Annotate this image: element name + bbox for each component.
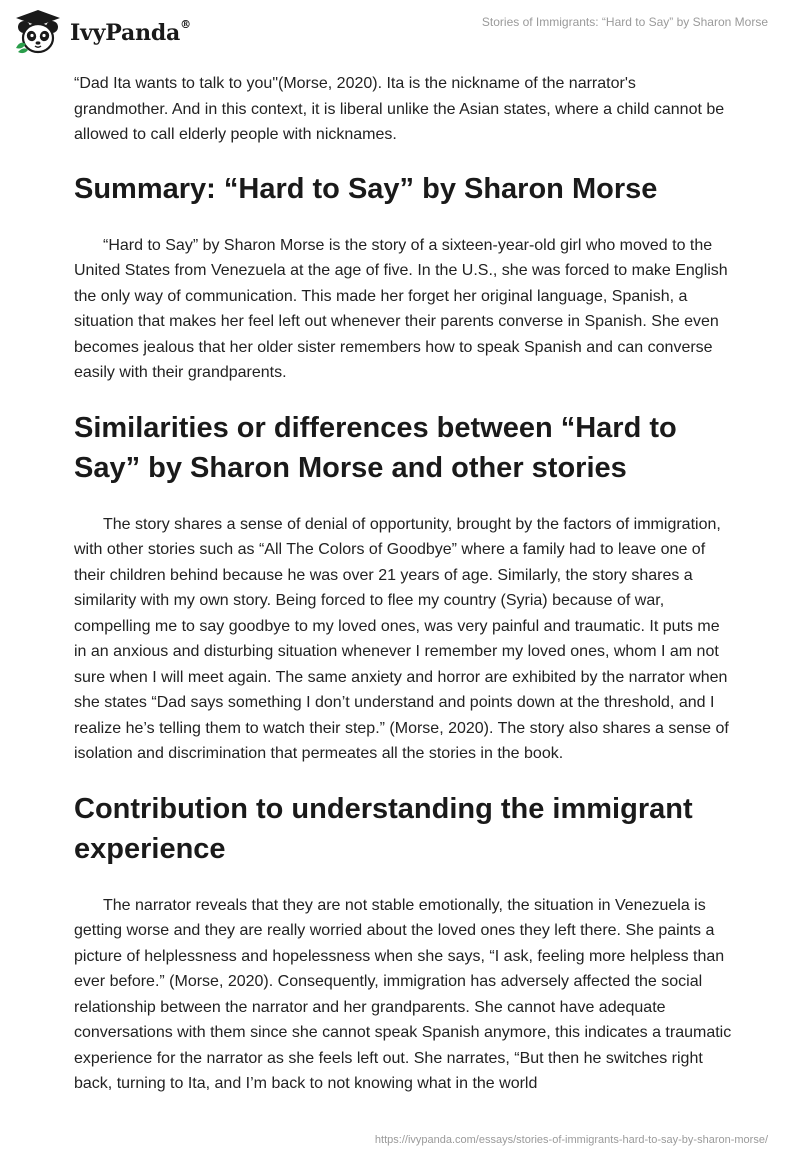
section-paragraph-contribution: The narrator reveals that they are not stable emotionally, the situation in Venezuela is getting worse and they are really worried about the loved ones they left there. She paints a picture of helplessness and hopelessness when she says, “I ask, feeling more helpless than ever before.” (Morse, 2020). Consequently, immigration has adversely affected the social relationship between the narrator and her grandparents. She cannot have adequate conversations with them since she cannot speak Spanish anymore, this indicates a traumatic experience for the narrator as she feels left out. She narrates, “But then he switches right back, turning to Ita, and I’m back to not knowing what in the world [74,896,732,1092]
brand-name [70,20,191,46]
registered-mark: ® [180,18,191,31]
section-heading-summary: Summary: “Hard to Say” by Sharon Morse [74,172,658,205]
panda-graduation-cap-icon [12,8,64,56]
document-title: Stories of Immigrants: “Hard to Say” by Sharon Morse [481,15,768,29]
section-heading-contribution: Contribution to understanding the immigrant experience [74,792,693,865]
section-heading-similarities: Similarities or differences between “Hard to Say” by Sharon Morse and other stories [74,411,677,484]
article-body [74,71,734,1097]
page-header [0,0,800,64]
brand-text: IvyPanda [70,20,181,46]
intro-paragraph: “Dad Ita wants to talk to you"(Morse, 2020). Ita is the nickname of the narrator's grandmother. And in this context, it is liberal unlike the Asian states, where a child cannot be allowed to call elderly people with nicknames. [74,75,725,143]
section-paragraph-similarities: The story shares a sense of denial of opportunity, brought by the factors of immigration, with other stories such as “All The Colors of Goodbye” where a family had to leave one of their children behind because he was over 21 years of age. Similarly, the story shares a similarity with my own story. Being forced to flee my country (Syria) because of war, compelling me to say goodbye to my loved ones, was very painful and traumatic. It puts me in an anxious and disturbing situation whenever I remember my loved ones, whom I am not sure when I will meet again. The same anxiety and horror are exhibited by the narrator when she states “Dad says something I don’t understand and points down at the threshold, and I realize he’s telling them to watch their step.” (Morse, 2020). The story also shares a sense of isolation and discrimination that permeates all the stories in the book. [74,515,729,762]
ivypanda-logo[interactable] [12,8,191,56]
section-paragraph-summary: “Hard to Say” by Sharon Morse is the story of a sixteen-year-old girl who moved to the United States from Venezuela at the age of five. In the U.S., she was forced to make English the only way of communication. This made her forget her original language, Spanish, a situation that makes her feel left out whenever their parents converse in Spanish. She even becomes jealous that her older sister remembers how to speak Spanish and can converse easily with their grandparents. [74,236,728,381]
source-url[interactable]: https://ivypanda.com/essays/stories-of-immigrants-hard-to-say-by-sharon-morse/ [374,1134,768,1146]
